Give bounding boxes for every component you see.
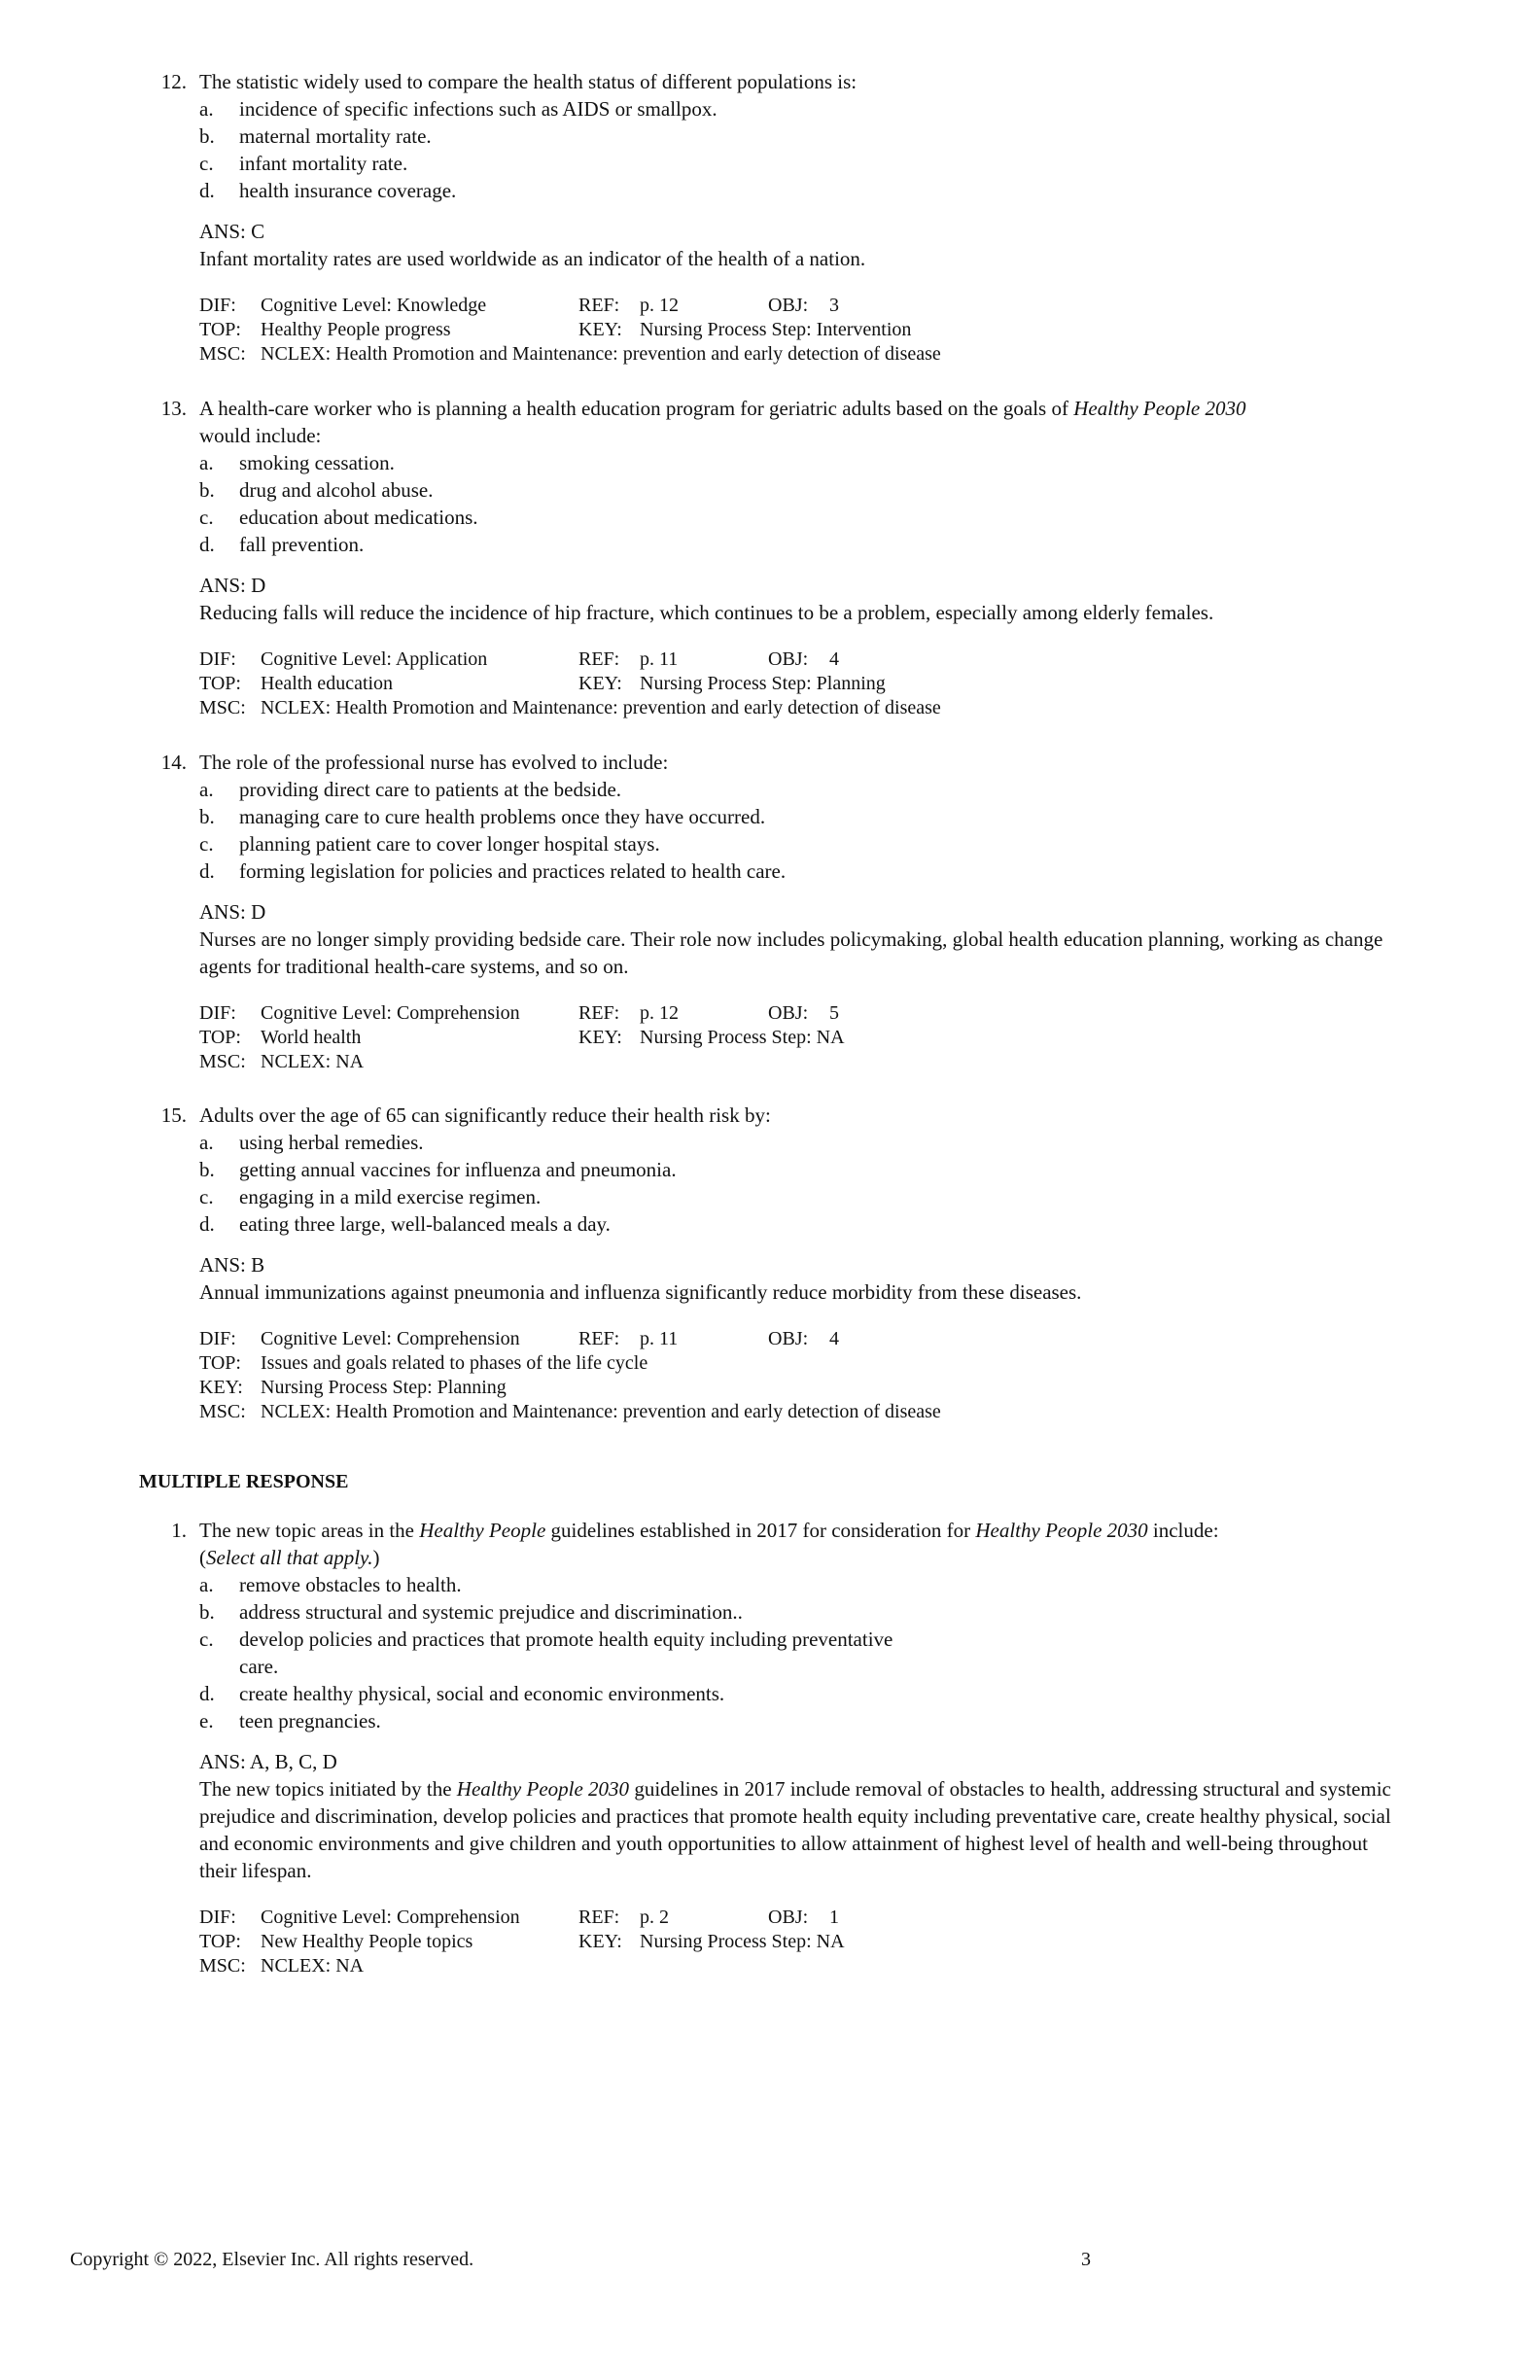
top-label: TOP: <box>199 673 241 694</box>
dif-value: Cognitive Level: Knowledge <box>261 295 487 316</box>
choice-letter: c. <box>199 152 214 175</box>
copyright-notice: Copyright © 2022, Elsevier Inc. All rights reserved. <box>70 2249 474 2270</box>
choice-d <box>199 1210 1366 1238</box>
question-stem-row <box>0 1102 1540 1129</box>
meta-row-top <box>199 1351 1540 1376</box>
meta-row-key <box>199 1376 1540 1400</box>
key-value: Nursing Process Step: NA <box>640 1931 845 1952</box>
key-value: Nursing Process Step: Planning <box>640 673 886 694</box>
dif-label: DIF: <box>199 648 236 670</box>
choice-letter: d. <box>199 179 215 202</box>
question-number: 14. <box>160 751 187 774</box>
section-heading-multiple-response: MULTIPLE RESPONSE <box>139 1471 349 1492</box>
question-14 <box>0 749 1540 1074</box>
answer-key: ANS: A, B, C, D <box>199 1750 337 1773</box>
stem-text: The new topic areas in the <box>199 1519 420 1542</box>
top-value: Issues and goals related to phases of the life cycle <box>261 1352 648 1374</box>
choice-b <box>199 1156 1366 1183</box>
choice-letter: d. <box>199 1212 215 1236</box>
choice-text: planning patient care to cover longer hospital stays. <box>239 832 660 856</box>
question-metadata <box>199 1327 1540 1424</box>
question-number: 13. <box>160 397 187 420</box>
meta-row-dif <box>199 648 1540 672</box>
question-metadata <box>199 294 1540 367</box>
answer-key: ANS: C <box>199 220 265 243</box>
choice-d <box>199 858 1366 885</box>
stem-italic: Healthy People <box>419 1519 546 1542</box>
obj-value: 5 <box>829 1002 839 1024</box>
choice-letter: d. <box>199 859 215 883</box>
choice-c <box>199 504 1366 531</box>
msc-label: MSC: <box>199 1955 246 1977</box>
msc-value: NCLEX: Health Promotion and Maintenance: prevention and early detection of disease <box>261 343 941 365</box>
question-stem: Adults over the age of 65 can significantly reduce their health risk by: <box>199 1103 771 1127</box>
choice-text: create healthy physical, social and economic environments. <box>239 1682 725 1705</box>
choice-text: engaging in a mild exercise regimen. <box>239 1185 542 1208</box>
question-stem: The role of the professional nurse has evolved to include: <box>199 751 669 774</box>
select-all-instruction: Select all that apply. <box>206 1546 373 1569</box>
dif-label: DIF: <box>199 295 236 316</box>
rationale: Annual immunizations against pneumonia and influenza significantly reduce morbidity from these diseases. <box>199 1280 1082 1304</box>
meta-row-msc <box>199 342 1540 367</box>
top-value: Healthy People progress <box>261 319 451 340</box>
meta-row-msc <box>199 1050 1540 1074</box>
choice-letter: d. <box>199 533 215 556</box>
obj-value: 4 <box>829 1328 839 1349</box>
question-metadata <box>199 1001 1540 1074</box>
choice-letter: a. <box>199 1573 214 1596</box>
rationale: Nurses are no longer simply providing bedside care. Their role now includes policymaking, global health education planning, working as change agents for traditional health-care systems, and so on. <box>199 928 1383 978</box>
ref-label: REF: <box>578 1328 620 1349</box>
choice-text: providing direct care to patients at the bedside. <box>239 778 622 801</box>
choice-d <box>199 531 1366 558</box>
ref-label: REF: <box>578 1002 620 1024</box>
choice-text: drug and alcohol abuse. <box>239 478 434 502</box>
obj-label: OBJ: <box>768 1002 809 1024</box>
choice-text: forming legislation for policies and practices related to health care. <box>239 859 787 883</box>
top-label: TOP: <box>199 1352 241 1374</box>
ref-value: p. 2 <box>640 1907 669 1928</box>
choice-text: health insurance coverage. <box>239 179 457 202</box>
dif-value: Cognitive Level: Comprehension <box>261 1002 520 1024</box>
choice-letter: a. <box>199 451 214 474</box>
msc-value: NCLEX: NA <box>261 1955 365 1977</box>
choice-a <box>199 449 1366 476</box>
choice-letter: a. <box>199 97 214 121</box>
choice-d <box>199 1680 1366 1707</box>
ref-label: REF: <box>578 295 620 316</box>
stem-text: guidelines established in 2017 for consideration for <box>545 1519 976 1542</box>
choice-text: infant mortality rate. <box>239 152 408 175</box>
choice-letter: a. <box>199 1131 214 1154</box>
msc-label: MSC: <box>199 697 246 718</box>
msc-value: NCLEX: NA <box>261 1051 365 1072</box>
question-number: 15. <box>160 1103 187 1127</box>
rationale-italic: Healthy People 2030 <box>456 1777 630 1801</box>
meta-row-top <box>199 672 1540 696</box>
ref-value: p. 11 <box>640 648 679 670</box>
choice-a <box>199 1129 1366 1156</box>
choice-a <box>199 95 1366 122</box>
ref-value: p. 12 <box>640 1002 679 1024</box>
page-number: 3 <box>1081 2249 1091 2270</box>
msc-label: MSC: <box>199 343 246 365</box>
choice-b <box>199 122 1366 150</box>
msc-value: NCLEX: Health Promotion and Maintenance: prevention and early detection of disease <box>261 697 941 718</box>
choice-letter: b. <box>199 805 215 828</box>
meta-row-dif <box>199 1327 1540 1351</box>
meta-row-top <box>199 318 1540 342</box>
answer-key: ANS: D <box>199 574 266 597</box>
question-stem <box>199 1517 1405 1571</box>
key-value: Nursing Process Step: Intervention <box>640 319 912 340</box>
choice-letter: c. <box>199 832 214 856</box>
meta-row-dif <box>199 1001 1540 1026</box>
choice-letter: a. <box>199 778 214 801</box>
obj-label: OBJ: <box>768 295 809 316</box>
rationale-text: The new topics initiated by the <box>199 1777 457 1801</box>
key-label: KEY: <box>578 319 622 340</box>
obj-value: 3 <box>829 295 839 316</box>
choice-letter: c. <box>199 1185 214 1208</box>
top-value: World health <box>261 1027 362 1048</box>
meta-row-msc <box>199 696 1540 720</box>
choice-letter: d. <box>199 1682 215 1705</box>
question-metadata <box>199 1906 1540 1978</box>
choice-text: fall prevention. <box>239 533 365 556</box>
dif-value: Cognitive Level: Comprehension <box>261 1328 520 1349</box>
choice-letter: c. <box>199 1628 214 1651</box>
choice-b <box>199 476 1366 504</box>
meta-row-top <box>199 1026 1540 1050</box>
dif-value: Cognitive Level: Comprehension <box>261 1907 520 1928</box>
question-stem <box>199 395 1405 449</box>
choice-c <box>199 1183 1366 1210</box>
stem-italic: Healthy People 2030 <box>1073 397 1246 420</box>
dif-label: DIF: <box>199 1328 236 1349</box>
top-value: Health education <box>261 673 394 694</box>
choice-b <box>199 1598 1366 1626</box>
msc-label: MSC: <box>199 1401 246 1422</box>
dif-value: Cognitive Level: Application <box>261 648 488 670</box>
key-label: KEY: <box>578 673 622 694</box>
meta-row-top <box>199 1930 1540 1954</box>
choice-text: getting annual vaccines for influenza and pneumonia. <box>239 1158 677 1181</box>
key-label: KEY: <box>578 1027 622 1048</box>
choice-text: eating three large, well-balanced meals a day. <box>239 1212 611 1236</box>
question-stem-row <box>0 395 1540 449</box>
stem-text: A health-care worker who is planning a health education program for geriatric adults based on the goals of <box>199 397 1074 420</box>
question-metadata <box>199 648 1540 720</box>
stem-text: include: <box>1147 1519 1219 1542</box>
choice-text: incidence of specific infections such as AIDS or smallpox. <box>239 97 718 121</box>
meta-row-msc <box>199 1400 1540 1424</box>
stem-text-cont: would include: <box>199 424 322 447</box>
choice-text: smoking cessation. <box>239 451 395 474</box>
key-value: Nursing Process Step: NA <box>640 1027 845 1048</box>
choice-text-line2: care. <box>239 1655 279 1678</box>
choice-a <box>199 1571 1366 1598</box>
choice-c <box>199 1626 1366 1680</box>
choice-text <box>239 1626 1366 1680</box>
dif-label: DIF: <box>199 1002 236 1024</box>
dif-label: DIF: <box>199 1907 236 1928</box>
stem-text: ( <box>199 1546 206 1569</box>
obj-value: 1 <box>829 1907 839 1928</box>
top-label: TOP: <box>199 1931 241 1952</box>
stem-text: ) <box>372 1546 380 1569</box>
question-stem-row <box>0 749 1540 776</box>
key-label: KEY: <box>199 1377 243 1398</box>
choice-text: maternal mortality rate. <box>239 124 432 148</box>
question-stem-row <box>0 68 1540 95</box>
answer-key: ANS: D <box>199 900 266 924</box>
question-number: 1. <box>171 1519 187 1542</box>
question-stem-row <box>0 1517 1540 1571</box>
msc-label: MSC: <box>199 1051 246 1072</box>
obj-label: OBJ: <box>768 1328 809 1349</box>
obj-value: 4 <box>829 648 839 670</box>
choice-text-line1: develop policies and practices that promote health equity including preventative <box>239 1628 893 1651</box>
ref-label: REF: <box>578 648 620 670</box>
ref-value: p. 11 <box>640 1328 679 1349</box>
ref-label: REF: <box>578 1907 620 1928</box>
choice-c <box>199 830 1366 858</box>
meta-row-dif <box>199 294 1540 318</box>
question-stem: The statistic widely used to compare the health status of different populations is: <box>199 70 858 93</box>
answer-key: ANS: B <box>199 1253 265 1277</box>
choice-letter: e. <box>199 1709 214 1732</box>
choice-letter: b. <box>199 124 215 148</box>
choice-text: teen pregnancies. <box>239 1709 381 1732</box>
choice-b <box>199 803 1366 830</box>
choice-text: education about medications. <box>239 506 478 529</box>
top-value: New Healthy People topics <box>261 1931 473 1952</box>
meta-row-dif <box>199 1906 1540 1930</box>
rationale: Reducing falls will reduce the incidence of hip fracture, which continues to be a problem, especially among elderly females. <box>199 601 1214 624</box>
choice-a <box>199 776 1366 803</box>
choice-text: remove obstacles to health. <box>239 1573 462 1596</box>
stem-italic: Healthy People 2030 <box>975 1519 1148 1542</box>
question-15 <box>0 1102 1540 1424</box>
meta-row-msc <box>199 1954 1540 1978</box>
obj-label: OBJ: <box>768 1907 809 1928</box>
choice-text: managing care to cure health problems once they have occurred. <box>239 805 766 828</box>
question-13 <box>0 395 1540 720</box>
choice-letter: c. <box>199 506 214 529</box>
choice-d <box>199 177 1366 204</box>
question-number: 12. <box>160 70 187 93</box>
mr-question-1 <box>0 1517 1540 1978</box>
choice-e <box>199 1707 1366 1734</box>
choice-letter: b. <box>199 1600 215 1624</box>
rationale <box>199 1775 1405 1884</box>
ref-value: p. 12 <box>640 295 679 316</box>
question-12 <box>0 68 1540 367</box>
key-value: Nursing Process Step: Planning <box>261 1377 507 1398</box>
choice-text: using herbal remedies. <box>239 1131 424 1154</box>
obj-label: OBJ: <box>768 648 809 670</box>
top-label: TOP: <box>199 319 241 340</box>
choice-letter: b. <box>199 478 215 502</box>
rationale: Infant mortality rates are used worldwide as an indicator of the health of a nation. <box>199 247 866 270</box>
key-label: KEY: <box>578 1931 622 1952</box>
choice-c <box>199 150 1366 177</box>
rationale-text: guidelines in 2017 include removal of obstacles to health, addressing structural and systemic prejudice and discrimination, develop policies and practices that promote health equity including preventative care, create healthy physical, social and economic environments and give children and youth opportunities to allow attainment of highest level of health and well-being throughout their lifespan. <box>199 1777 1391 1882</box>
choice-letter: b. <box>199 1158 215 1181</box>
msc-value: NCLEX: Health Promotion and Maintenance: prevention and early detection of disease <box>261 1401 941 1422</box>
choice-text: address structural and systemic prejudice and discrimination.. <box>239 1600 743 1624</box>
top-label: TOP: <box>199 1027 241 1048</box>
